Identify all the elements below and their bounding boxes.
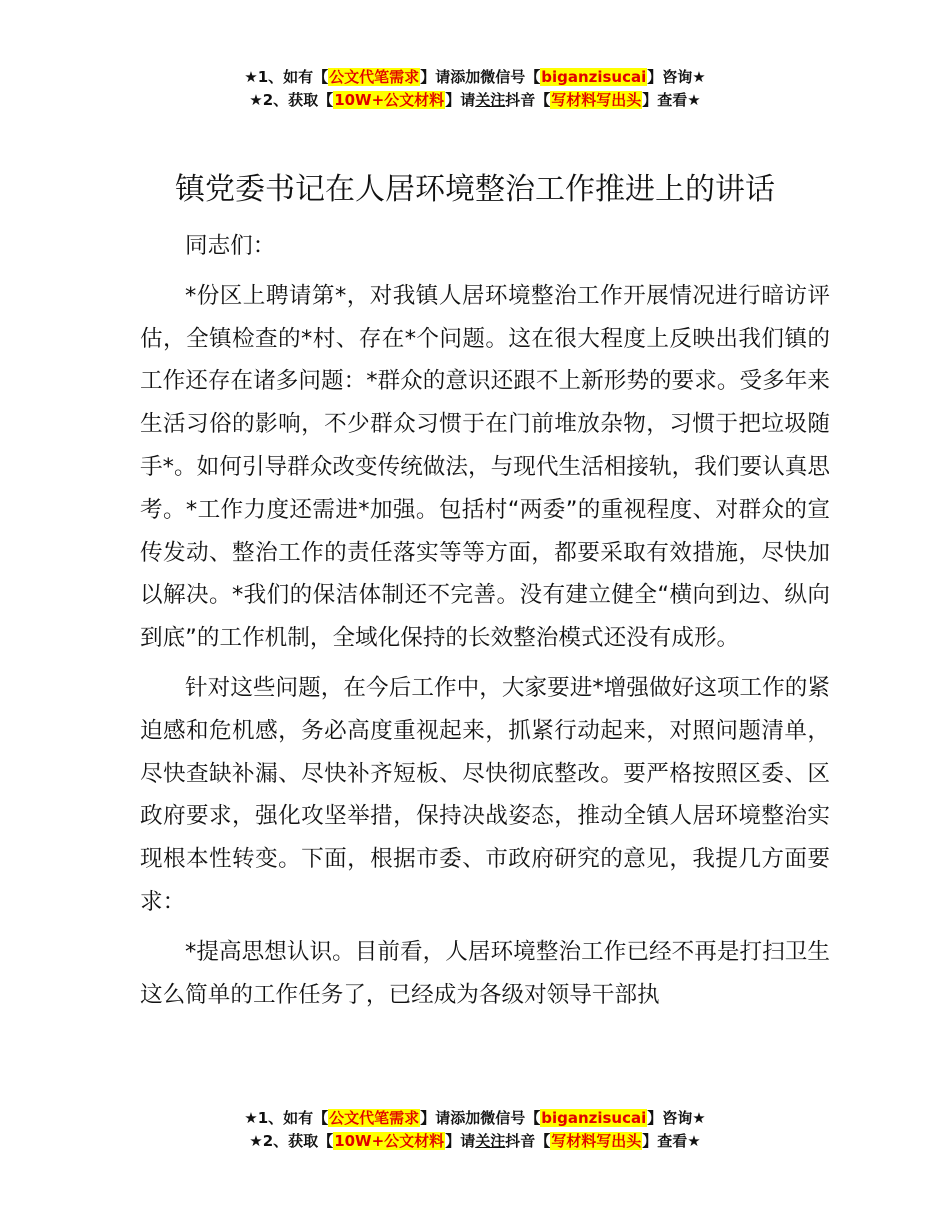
paragraph: 针对这些问题，在今后工作中，大家要进*增强做好这项工作的紧迫感和危机感，务必高度重视起来，抓紧行动起来，对照问题清单，尽快查缺补漏、尽快补齐短板、尽快彻底整改。要严格按照区委、区政府要求，强化攻坚举措，保持决战姿态，推动全镇人居环境整治实现根本性转变。下面，根据市委、市政府研究的意见，我提几方面要求：: [140, 674, 830, 915]
banner-line-1: ★1、如有【公文代笔需求】请添加微信号【biganzisucai】咨询★: [244, 1109, 706, 1127]
banner-line-1: ★1、如有【公文代笔需求】请添加微信号【biganzisucai】咨询★: [244, 68, 706, 86]
paragraph: *份区上聘请第*，对我镇人居环境整治工作开展情况进行暗访评估，全镇检查的*村、存在*个问题。这在很大程度上反映出我们镇的工作还存在诸多问题：*群众的意识还跟不上新形势的要求。受多年来生活习俗的影响，不少群众习惯于在门前堆放杂物，习惯于把垃圾随手*。如何引导群众改变传统做法，与现代生活相接轨，我们要认真思考。*工作力度还需进*加强。包括村“两委”的重视程度、对群众的宣传发动、整治工作的责任落实等等方面，都要采取有效措施，尽快加以解决。*我们的保洁体制还不完善。没有建立健全“横向到边、纵向到底”的工作机制，全域化保持的长效整治模式还没有成形。: [140, 282, 830, 652]
banner-line-2: ★2、获取【10W+公文材料】请关注抖音【写材料写出头】查看★: [249, 1132, 701, 1150]
banner-highlight: 10W+公文材料: [334, 91, 445, 109]
greeting: 同志们：: [185, 233, 276, 259]
follow-text: 关注: [475, 1132, 506, 1150]
document-body: [140, 225, 830, 1023]
header-banner: [0, 66, 950, 112]
douyin-account: 写材料写出头: [551, 1132, 642, 1150]
banner-line-2: ★2、获取【10W+公文材料】请关注抖音【写材料写出头】查看★: [249, 91, 701, 109]
banner-highlight: 公文代笔需求: [329, 1109, 420, 1127]
banner-highlight: 公文代笔需求: [329, 68, 420, 86]
douyin-account: 写材料写出头: [551, 91, 642, 109]
follow-text: 关注: [475, 91, 506, 109]
footer-banner: [0, 1107, 950, 1153]
wechat-id: biganzisucai: [541, 68, 647, 86]
document-title: 镇党委书记在人居环境整治工作推进上的讲话: [175, 172, 775, 207]
banner-highlight: 10W+公文材料: [334, 1132, 445, 1150]
wechat-id: biganzisucai: [541, 1109, 647, 1127]
paragraph: *提高思想认识。目前看，人居环境整治工作已经不再是打扫卫生这么简单的工作任务了，已经成为各级对领导干部执: [140, 938, 830, 1008]
